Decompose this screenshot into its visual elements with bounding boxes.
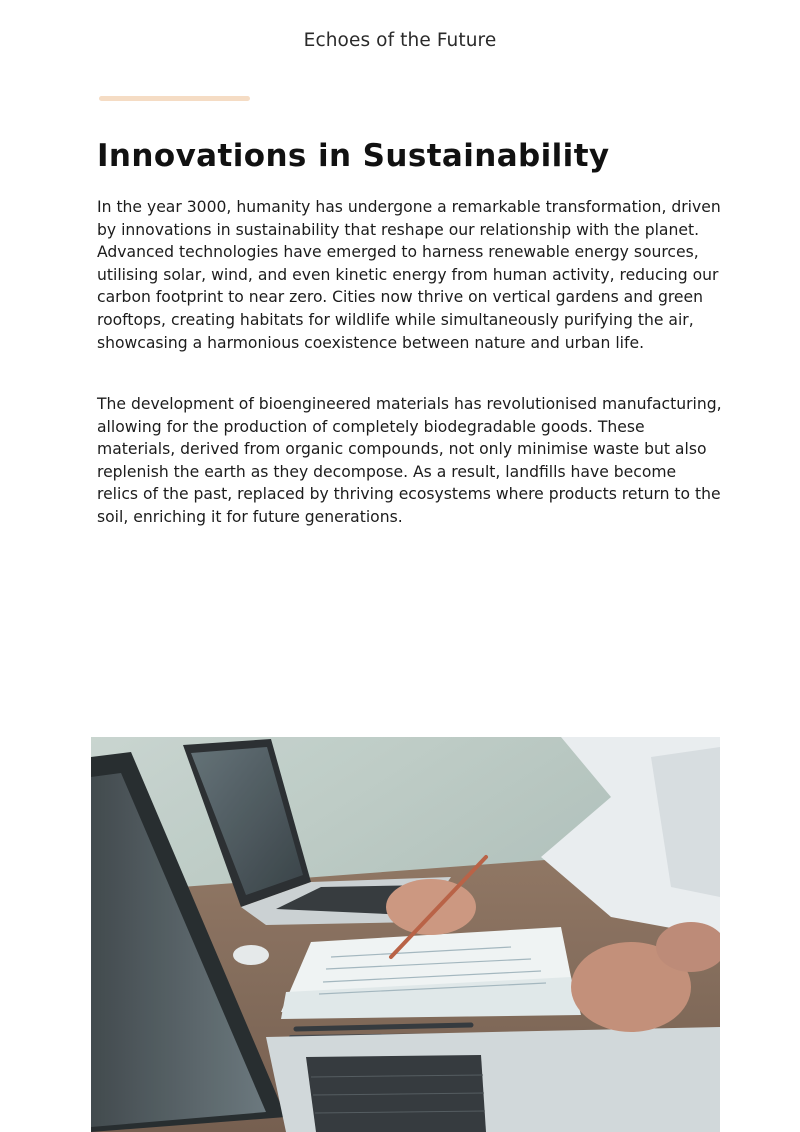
article-title: Innovations in Sustainability [97, 138, 610, 174]
article-paragraph-1: In the year 3000, humanity has undergone a remarkable transformation, driven by innovations in sustainability that reshape our relationship with the planet. Advanced technologies have emerged to harness renewable energy sources, utilising solar, wind, and even kinetic energy from human activity, reducing our carbon footprint to near zero. Cities now thrive on vertical gardens and green rooftops, creating habitats for wildlife while simultaneously purifying the air, showcasing a harmonious coexistence between nature and urban life. [97, 198, 721, 352]
article-paragraph-2: The development of bioengineered materials has revolutionised manufacturing, allowing for the production of completely biodegradable goods. These materials, derived from organic compounds, not only minimise waste but also replenish the earth as they decompose. As a result, landfills have become relics of the past, replaced by thriving ecosystems where products return to the soil, enriching it for future generations. [97, 395, 722, 526]
site-title: Echoes of the Future [303, 30, 497, 51]
accent-divider [99, 96, 250, 101]
desk-laptops-photo [91, 737, 720, 1132]
